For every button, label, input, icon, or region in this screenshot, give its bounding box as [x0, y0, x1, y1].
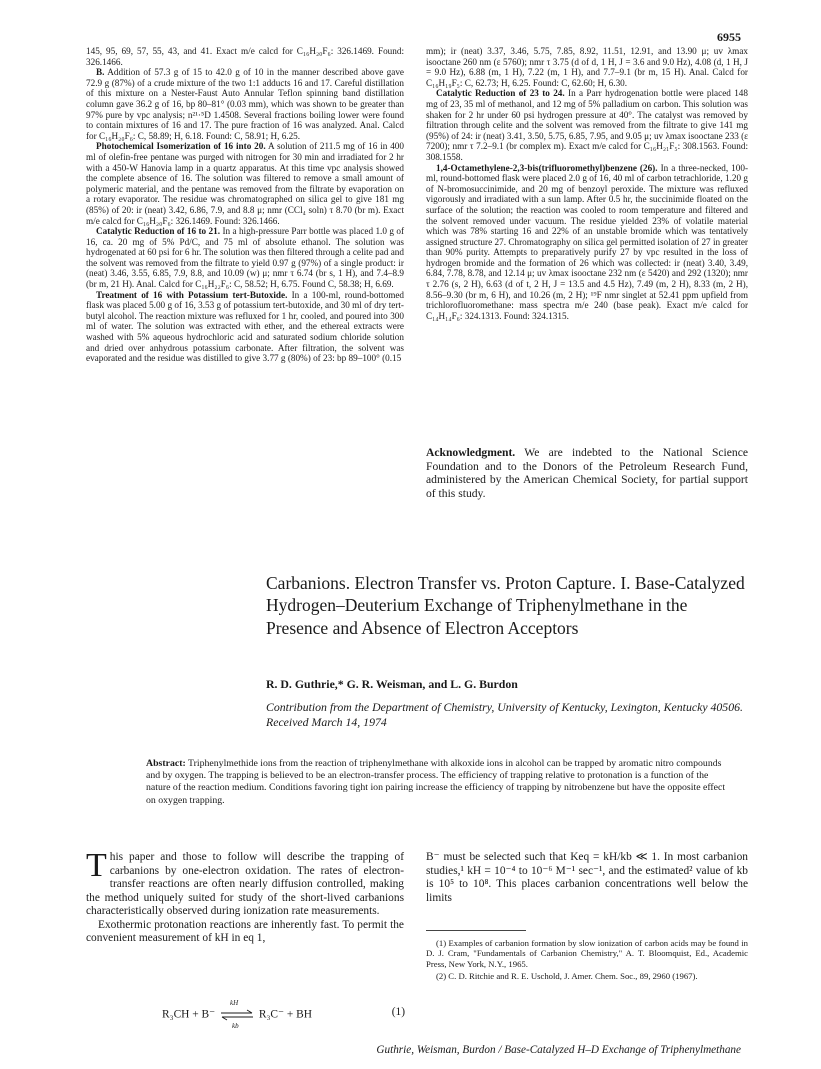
paragraph [86, 67, 404, 141]
footnotes [426, 938, 748, 984]
article-title: Carbanions. Electron Transfer vs. Proton Capture. I. Base-Catalyzed Hydrogen–Deuterium Exchange of Triphenylmethane in the Presence and Absence of Electron Acceptors [266, 573, 745, 638]
equation-number: (1) [391, 1006, 405, 1018]
paragraph: mm); ir (neat) 3.37, 3.46, 5.75, 7.85, 8.92, 11.51, 12.91, and 13.90 μ; uv λmax isooctane 260 nm (ε 5760); nmr τ 3.75 (d of d, 1 H, J = 3.6 and 9.0 Hz), 4.08 (d, 1 H, J = 9.0 Hz), 6.88 (m, 1 H), 7.22 (m, 1 H), and 7.7–9.1 (br m, 15 H). Anal. Calcd for C₁₆H₁₉F₅: C, 62.73; H, 6.25. Found: C, 62.60; H, 6.30. [426, 46, 748, 88]
footnote-rule [426, 930, 526, 931]
paragraph-heading: B. [96, 67, 105, 78]
article-authors: R. D. Guthrie,* G. R. Weisman, and L. G. Burdon [266, 677, 518, 691]
paragraph-text: A solution of 211.5 mg of 16 in 400 ml of olefin-free pentane was purged with nitrogen for 30 min and irradiated for 2 hr with a 450-W Hanovia lamp in a quartz apparatus. At this time vpc analysis showed the complete absence of 16. The solution was filtered to remove a small amount of polymeric material, and the pentane was removed from the filtrate by evaporation on a rotary evaporator. The residue was chromatographed on silica gel to give 181 mg (85%) of 20: ir (neat) 3.42, 6.86, 7.9, and 8.8 μ; nmr (CCl₄ soln) τ 8.70 (br m). Exact m/e calcd for C₁₆H₂₀F₆: 326.1469. Found: 326.1466. [86, 141, 404, 226]
intro-text: his paper and those to follow will describe the trapping of carbanions by one-electron oxidation. The rates of electron-transfer reactions are often nearly diffusion controlled, making the method uniquely suited for study of the short-lived carbanions characteristically observed during ionization rate measurements. [86, 851, 404, 917]
footnote: (1) Examples of carbanion formation by slow ionization of carbon acids may be found in D. J. Cram, "Fundamentals of Carbanion Chemistry," A. T. Bloomquist, Ed., Academic Press, New York, N.Y., 1965. [426, 938, 748, 969]
abstract-heading: Abstract: [146, 758, 186, 769]
body-right-column: B⁻ must be selected such that Keq = kH/kb ≪ 1. In most carbanion studies,¹ kH = 10⁻⁴ to 10⁻⁶ M⁻¹ sec⁻¹, and the estimated² value of kb is 10⁵ to 10⁸. This places carbanion concentrations well below the limits [426, 851, 748, 904]
rate-constant-kh: kH [229, 999, 239, 1007]
intro-paragraph [86, 847, 404, 919]
paragraph-heading: Photochemical Isomerization of 16 into 20. [96, 141, 266, 152]
acknowledgment [426, 446, 748, 500]
paragraph [426, 88, 748, 162]
acknowledgment-heading: Acknowledgment. [426, 446, 516, 459]
paragraph-text: In a 100-ml, round-bottomed flask was placed 5.00 g of 16, 3.53 g of potassium tert-butoxide, and 30 ml of dry tert-butyl alcohol. The reaction mixture was refluxed for 1 hr, cooled, and poured into 300 ml of water. The solution was extracted with ether, and the ethereal extracts were washed with 5% aqueous hydrochloric acid and saturated sodium chloride solution and dried over anhydrous potassium carbonate. After filtration, the solvent was evaporated and the residue was distilled to give 3.77 g (80%) of 23: bp 89–100° (0.15 [86, 289, 405, 364]
body-paragraph: Exothermic protonation reactions are inherently fast. To permit the convenient measurement of kH in eq 1, [86, 918, 404, 944]
abstract-text: Triphenylmethide ions from the reaction of triphenylmethane with alkoxide ions in alcohol can be trapped by aromatic nitro compounds and by oxygen. The trapping is believed to be an electron-transfer process. The efficiency of trapping relative to protonation is a function of the nature of the reaction medium. Conditions favoring tight ion pairing increase the efficiency of trapping by nitrobenzene but have the opposite effect on oxygen trapping. [146, 758, 726, 806]
paragraph-text: In a Parr hydrogenation bottle were placed 148 mg of 23, 35 ml of methanol, and 12 mg of 5% palladium on carbon. This solution was shaken for 2 hr under 60 psi hydrogen pressure at 40°. The catalyst was removed by filtration through celite and the solvent was removed from the filtrate to give 141 mg (95%) of 24: ir (neat) 3.41, 3.50, 5.75, 6.85, 7.95, and 9.05 μ; uv λmax isooctane 233 (ε 7200); nmr τ 7.2–9.1 (br complex m). Exact m/e calcd for C₁₆H₂₁F₅: 308.1563. Found: 308.1558. [426, 88, 748, 162]
running-footer: Guthrie, Weisman, Burdon / Base-Catalyzed H–D Exchange of Triphenylmethane [376, 1044, 741, 1056]
paragraph [86, 226, 404, 290]
paragraph-heading: 1,4-Octamethylene-2,3-bis(trifluoromethyl)benzene (26). [436, 162, 658, 173]
paragraph-text: Addition of 57.3 g of 15 to 42.0 g of 10 in the manner described above gave 72.9 g (87%) of a crude mixture of the two 1:1 adducts 16 and 17. Careful distillation of this mixture on a Nester-Faust Auto Annular Teflon spinning band distillation column gave 36.2 g of 16, bp 80–81° (0.03 mm), which was shown to be greater than 97% pure by vpc analysis; n²¹·⁵D 1.4508. Several fractions boiling lower were found to contain mixtures of 16 and 17. The pure fraction of 16 was analyzed. Anal. Calcd for C₁₆H₂₀F₆: C, 58.89; H, 6.18. Found: C, 58.91; H, 6.25. [86, 67, 404, 141]
equation-left: R₃CH + B⁻ [162, 1008, 216, 1021]
paragraph-heading: Catalytic Reduction of 23 to 24. [436, 88, 565, 99]
drop-cap: T [86, 847, 107, 884]
paragraph: 145, 95, 69, 57, 55, 43, and 41. Exact m/e calcd for C₁₆H₂₀F₆: 326.1469. Found: 326.1466. [86, 46, 404, 67]
acknowledgment-text: We are indebted to the National Science Foundation and to the Donors of the Petroleum Research Fund, administered by the American Chemical Society, for partial support of this study. [426, 446, 748, 500]
equation-1 [162, 999, 405, 1030]
abstract [146, 758, 728, 807]
paragraph-heading: Treatment of 16 with Potassium tert-Butoxide. [96, 289, 288, 300]
paragraph [86, 141, 404, 226]
equilibrium-arrows [220, 999, 254, 1030]
experimental-right-column [426, 46, 748, 321]
body-left-column [86, 847, 404, 946]
paragraph [86, 290, 404, 364]
paragraph-text: In a high-pressure Parr bottle was placed 1.0 g of 16, ca. 20 mg of 5% Pd/C, and 75 ml of absolute ethanol. The solution was hydrogenated at 60 psi for 6 hr. The solution was then filtered through a celite pad and the solvent was removed from the filtrate to yield 0.97 g (97%) of a single product: ir (neat) 3.46, 3.55, 6.85, 7.9, 8.8, and 10.09 (w) μ; nmr τ 6.74 (br s, 1 H), and 7.4–8.9 (br m, 21 H). Anal. Calcd for C₁₆H₂₂F₆: C, 58.52; H, 6.75. Found C, 58.38; H, 6.69. [86, 226, 404, 290]
page-number: 6955 [717, 30, 741, 44]
paragraph [426, 163, 748, 322]
footnote: (2) C. D. Ritchie and R. E. Uschold, J. Amer. Chem. Soc., 89, 2960 (1967). [436, 971, 698, 982]
rate-constant-kb: kb [231, 1022, 239, 1030]
experimental-left-column [86, 46, 404, 364]
equation-right: R₃C⁻ + BH [258, 1008, 312, 1021]
article-affiliation: Contribution from the Department of Chemistry, University of Kentucky, Lexington, Kentucky 40506. Received March 14, 1974 [266, 700, 743, 729]
paragraph-heading: Catalytic Reduction of 16 to 21. [96, 226, 221, 237]
paragraph-text: In a three-necked, 100-ml, round-bottomed flask were placed 2.0 g of 16, 40 ml of carbon tetrachloride, 1.20 g of N-bromosuccinimide, and 20 mg of benzoyl peroxide. The mixture was refluxed vigorously and irradiated with a sun lamp. After 0.5 hr, the succinimide floated on the surface of the solution; the reaction was cooled to room temperature and filtered and the solvent removed under vacuum. The residue yielded 23% of volatile material which was 78% starting 16 and 22% of an unstable bromide which was tentatively assigned structure 27. Chromatography on silica gel permitted isolation of 27 in greater than 90% purity. Attempts to preparatively purify 27 by vpc resulted in the loss of hydrogen bromide and the formation of 26 which was collected: ir (neat) 3.40, 3.49, 6.84, 7.78, 8.78, and 12.14 μ; uv λmax isooctane 232 nm (ε 5420) and 292 (1320); nmr τ 2.76 (s, 2 H), 6.63 (d of t, 2 H, J = 13.5 and 4.5 Hz), 7.49 (m, 2 H), 8.33 (m, 2 H), 8.56–9.30 (br m, 6 H), and 10.26 (m, 2 H); ¹⁹F nmr singlet at 52.41 ppm upfield from trichlorofluoromethane: mass spectra m/e 240 (base peak). Exact m/e calcd for C₁₄H₁₄F₆: 324.1313. Found: 324.1315. [426, 162, 749, 321]
